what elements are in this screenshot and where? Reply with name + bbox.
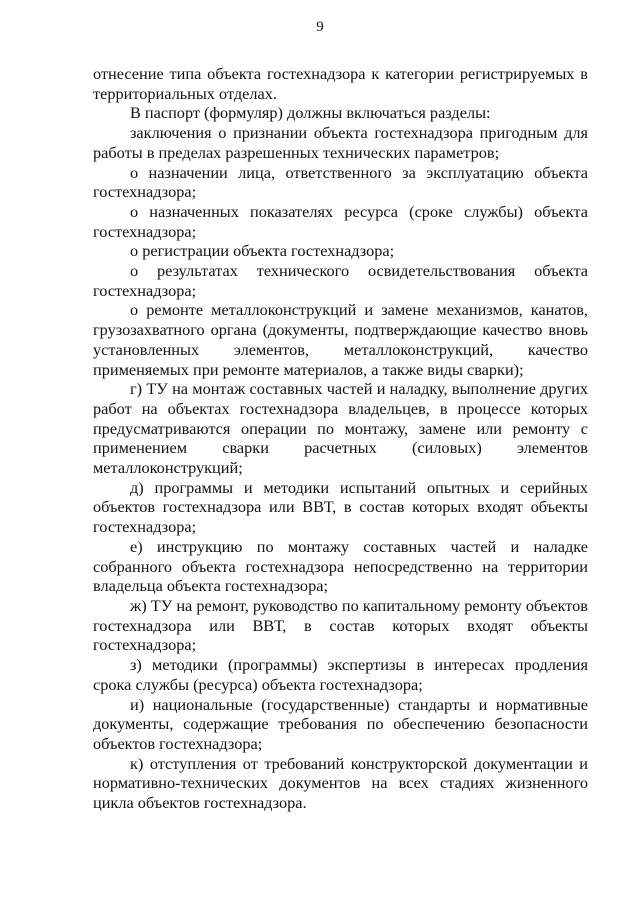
list-item-e: е) инструкцию по монтажу составных частей и наладке собранного объекта гостехнадзора непосредственно на территории владельца объекта гостехнадзора; — [93, 536, 588, 596]
body-text — [93, 64, 588, 813]
list-item-repair: о ремонте металлоконструкций и замене механизмов, канатов, грузозахватного органа (документы, подтверждающие качество вновь установленных элементов, металлоконструкций, качество применяемых при ремонте материалов, а также виды сварки); — [93, 300, 588, 379]
list-item-d: д) программы и методики испытаний опытных и серийных объектов гостехнадзора или ВВТ, в состав которых входят объекты гостехнадзора; — [93, 477, 588, 537]
list-item-resource-indicators: о назначенных показателях ресурса (сроке службы) объекта гостехнадзора; — [93, 201, 588, 241]
list-item-k: к) отступления от требований конструкторской документации и нормативно-технических документов на всех стадиях жизненного цикла объектов гостехнадзора. — [93, 753, 588, 813]
paragraph-sections-intro: В паспорт (формуляр) должны включаться разделы: — [130, 103, 491, 123]
list-item-z: з) методики (программы) экспертизы в интересах продления срока службы (ресурса) объекта гостехнадзора; — [93, 655, 588, 694]
list-item-registration: о регистрации объекта гостехнадзора; — [130, 241, 395, 261]
list-item-i: и) национальные (государственные) стандарты и нормативные документы, содержащие требования по обеспечению безопасности объектов гостехнадзора; — [93, 694, 588, 753]
list-item-technical-inspection: о результатах технического освидетельствования объекта гостехнадзора; — [93, 261, 588, 300]
list-item-conclusions: заключения о признании объекта гостехнадзора пригодным для работы в пределах разрешенных технических параметров; — [93, 123, 588, 162]
list-item-g: г) ТУ на монтаж составных частей и наладку, выполнение других работ на объектах гостехнадзора владельцев, в процессе которых предусматриваются операции по монтажу, замене или ремонту с применением сварки расчетных (силовых) элементов металлоконструкций; — [93, 379, 588, 478]
paragraph-continuation: отнесение типа объекта гостехнадзора к категории регистрируемых в территориальных отделах. — [93, 64, 588, 103]
page-number: 9 — [316, 19, 324, 35]
list-item-zh: ж) ТУ на ремонт, руководство по капитальному ремонту объектов гостехнадзора или ВВТ, в состав которых входят объекты гостехнадзора; — [93, 595, 588, 655]
list-item-responsible-person: о назначении лица, ответственного за эксплуатацию объекта гостехнадзора; — [93, 162, 588, 202]
